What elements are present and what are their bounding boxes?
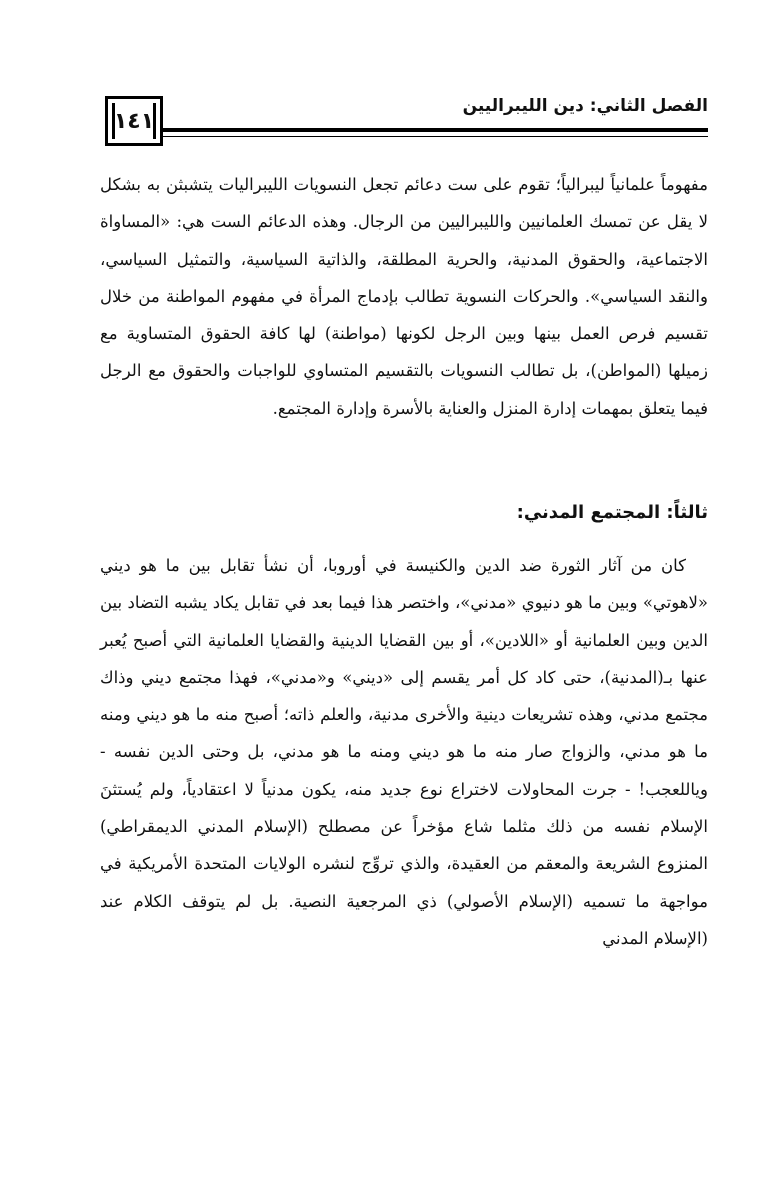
running-title: الفصل الثاني: دين الليبراليين	[462, 96, 708, 116]
section-heading: ثالثاً: المجتمع المدني:	[516, 502, 708, 523]
paragraph-1: مفهوماً علمانياً ليبرالياً؛ تقوم على ست دعائم تجعل النسويات الليبراليات يتشبثن به بشكل لا يقل عن تمسك العلمانيين والليبراليين من الرجال. وهذه الدعائم الست هي: «المساواة الاجتماعية، والحقوق المدنية، والحرية المطلقة، والذاتية السياسية، والتمثيل السياسي، والنقد السياسي». والحركات النسوية تطالب بإدماج المرأة في مفهوم المواطنة من خلال تقسيم فرص العمل بينها وبين الرجل لكونها (مواطنة) لها كافة الحقوق المتساوية مع زميلها (المواطن)، بل تطالب النسويات بالتقسيم المتساوي للواجبات والحقوق مع الرجل فيما يتعلق بمهمات إدارة المنزل والعناية بالأسرة وإدارة المجتمع.	[100, 175, 708, 418]
header-rule-thin	[163, 136, 708, 137]
page-number: ١٤١	[105, 96, 163, 146]
header-rule	[163, 128, 708, 132]
paragraph-2: كان من آثار الثورة ضد الدين والكنيسة في أوروبا، أن نشأ تقابل بين ما هو ديني «لاهوتي» وبين ما هو دنيوي «مدني»، واختصر هذا فيما بعد في تقابل يكاد يشبه التضاد بين الدين وبين العلمانية أو «اللادين»، أو بين القضايا الدينية والقضايا العلمانية التي أصبح يُعبر عنها بـ(المدنية)، حتى كاد كل أمر يقسم إلى «ديني» و«مدني»، فهذا مجتمع ديني وذاك مجتمع مدني، وهذه تشريعات دينية والأخرى مدنية، والعلم ذاته؛ أصبح منه ما هو ديني ومنه ما هو مدني، والزواج صار منه ما هو ديني ومنه ما هو مدني، بل وحتى الدين نفسه - وياللعجب! - جرت المحاولات لاختراع نوع جديد منه، يكون مدنياً لا اعتقادياً، ولم يُستثنَ الإسلام نفسه من ذلك مثلما شاع مؤخراً عن مصطلح (الإسلام المدني الديمقراطي) المنزوع الشريعة والمعقم من العقيدة، والذي تروِّج لنشره الولايات المتحدة الأمريكية في مواجهة ما تسميه (الإسلام الأصولي) ذي المرجعية النصية. بل لم يتوقف الكلام عند (الإسلام المدني	[100, 556, 708, 948]
